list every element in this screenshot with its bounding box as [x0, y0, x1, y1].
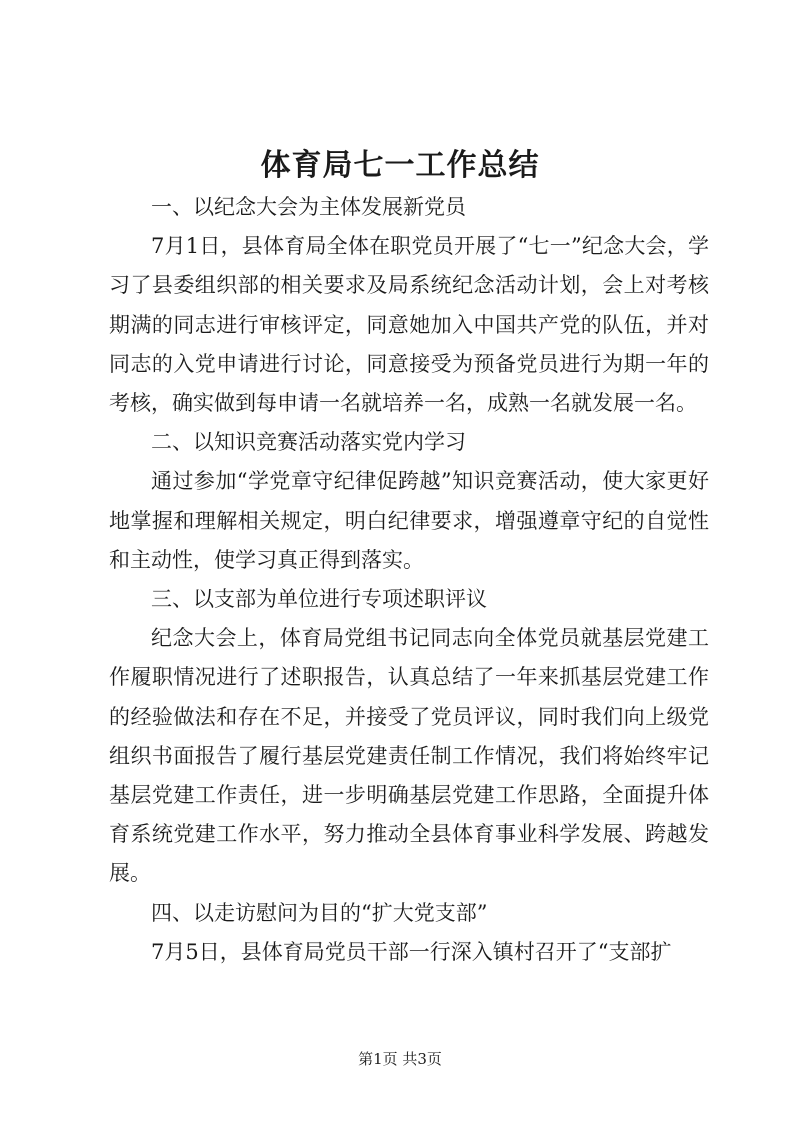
section-heading-4: 四、以走访慰问为目的“扩大党支部” — [151, 900, 488, 925]
paragraph-2: 通过参加“学党章守纪律促跨越”知识竞赛活动，使大家更好地掌握和理解相关规定，明白纪律要求，增强遵章守纪的自觉性和主动性，使学习真正得到落实。 — [109, 469, 709, 572]
document-title: 体育局七一工作总结 — [260, 148, 540, 183]
page-number-footer: 第1页 共3页 — [358, 1050, 442, 1068]
section-heading-2: 二、以知识竞赛活动落实党内学习 — [151, 430, 466, 455]
document-body — [109, 188, 709, 972]
section-heading-1: 一、以纪念大会为主体发展新党员 — [151, 195, 466, 219]
paragraph-4: 7月5日，县体育局党员干部一行深入镇村召开了“支部扩 — [151, 939, 672, 964]
section-heading-3: 三、以支部为单位进行专项述职评议 — [151, 587, 487, 612]
paragraph-1: 7月1日，县体育局全体在职党员开展了“七一”纪念大会，学习了县委组织部的相关要求及局系统纪念活动计划，会上对考核期满的同志进行审核评定，同意她加入中国共产党的队伍，并对同志的入党申请进行讨论，同意接受为预备党员进行为期一年的考核，确实做到每申请一名就培养一名，成熟一名就发展一名。 — [109, 234, 709, 416]
paragraph-3: 纪念大会上，体育局党组书记同志向全体党员就基层党建工作履职情况进行了述职报告，认真总结了一年来抓基层党建工作的经验做法和存在不足，并接受了党员评议，同时我们向上级党组织书面报告了履行基层党建责任制工作情况，我们将始终牢记基层党建工作责任，进一步明确基层党建工作思路，全面提升体育系统党建工作水平，努力推动全县体育事业科学发展、跨越发展。 — [109, 626, 709, 886]
